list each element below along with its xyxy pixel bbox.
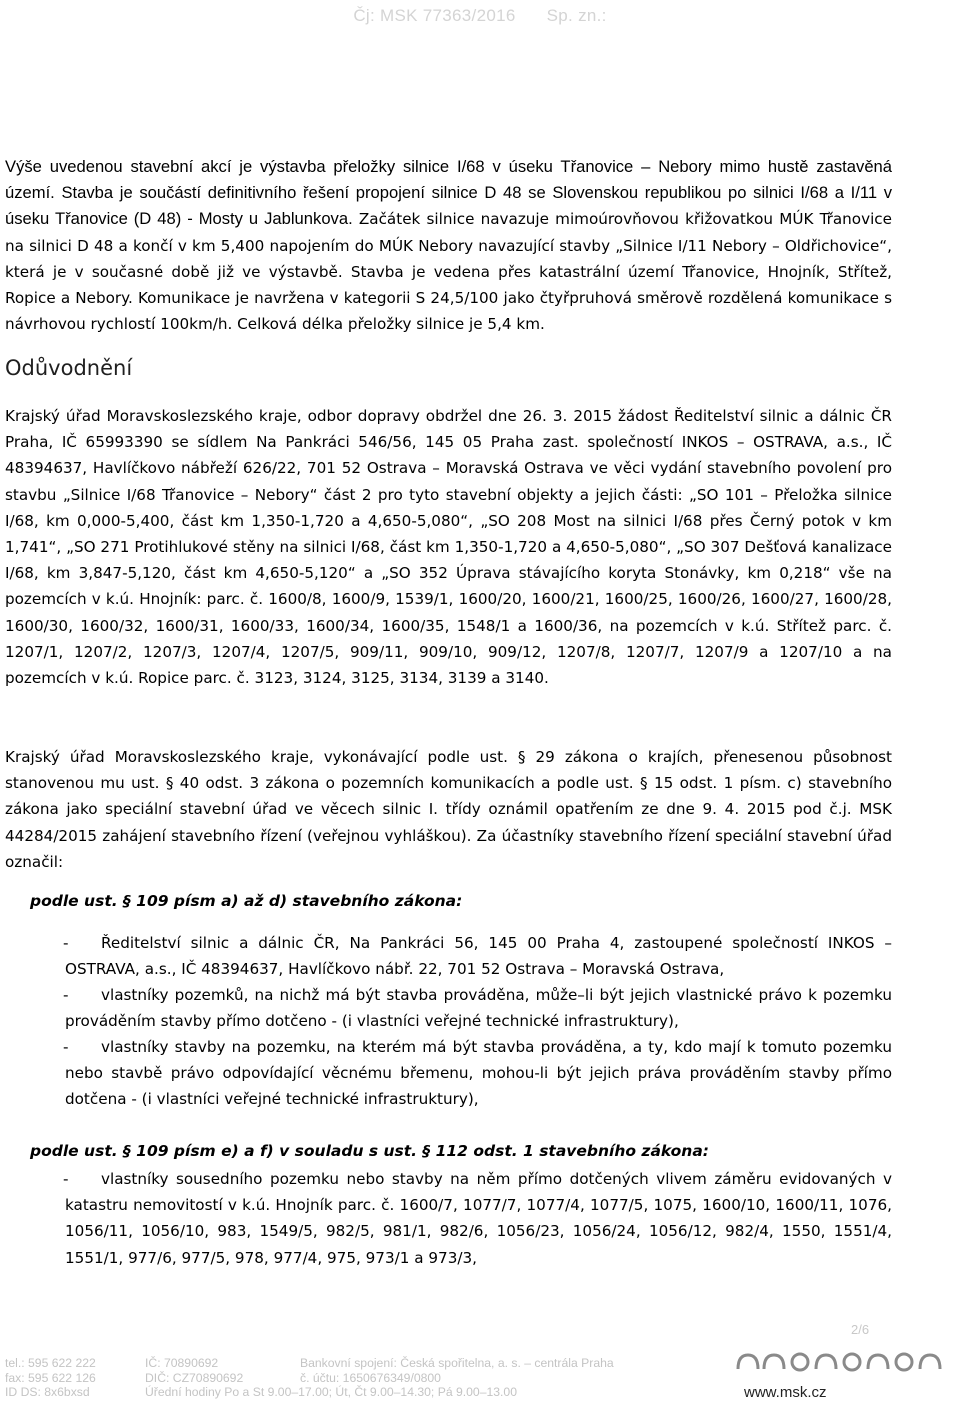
- list-item: [65, 930, 892, 982]
- region-logo-icon: [732, 1347, 954, 1377]
- footer-phone: tel.: 595 622 222: [5, 1356, 96, 1370]
- list-item-text: vlastníky pozemků, na nichž má být stavba prováděna, může–li být jejich vlastnické právo k pozemku prováděním stavby přímo dotčeno - (i vlastníci veřejné technické infrastruktury),: [65, 986, 892, 1031]
- dash-bullet: -: [63, 986, 69, 1004]
- dash-bullet: -: [63, 934, 69, 952]
- section1-title: podle ust. § 109 písm a) až d) stavebního zákona:: [30, 892, 463, 910]
- website-link[interactable]: www.msk.cz: [744, 1384, 827, 1401]
- intro-arial-text: Výše uvedenou stavební akcí je výstavba přeložky silnice I/68 v úseku Třanovice – Nebory mimo hustě zastavěná území. Stavba je součástí definitivního řešení propojení silnice D 48 se Slovenskou republikou po silnici I/68 a I/11 v úseku Třanovice (D 48) - Mosty u Jablunkova.: [5, 157, 892, 229]
- footer-office-hours: Úřední hodiny Po a St 9.00–17.00; Út, Čt 9.00–14.30; Pá 9.00–13.00: [145, 1385, 517, 1399]
- request-paragraph: Krajský úřad Moravskoslezského kraje, odbor dopravy obdržel dne 26. 3. 2015 žádost Ředitelství silnic a dálnic ČR Praha, IČ 65993390 se sídlem Na Pankráci 546/56, 145 05 Praha zast. společností INKOS – OSTRAVA, a.s., IČ 48394637, Havlíčkovo nábřeží 626/22, 701 52 Ostrava – Moravská Ostrava ve věci vydání stavebního povolení pro stavbu „Silnice I/68 Třanovice – Nebory“ část 2 pro tyto stavební objekty a jejich části: „SO 101 – Přeložka silnice I/68, km 0,000-5,400, část km 1,350-1,720 a 4,650-5,080“, „SO 208 Most na silnici I/68 přes Černý potok v km 1,741“, „SO 271 Protihlukové stěny na silnici I/68, část km 1,350-1,720 a 4,650-5,080“, „SO 307 Dešťová kanalizace I/68, km 3,847-5,120, část km 4,650-5,120“ a „SO 352 Úprava stávajícího koryta Stonávky, km 0,218“ vše na pozemcích v k.ú. Hnojník: parc. č. 1600/8, 1600/9, 1539/1, 1600/20, 1600/21, 1600/25, 1600/26, 1600/27, 1600/28, 1600/30, 1600/32, 1600/31, 1600/33, 1600/34, 1600/35, 1548/1 a 1600/36, na pozemcích v k.ú. Střítež parc. č. 1207/1, 1207/2, 1207/3, 1207/4, 1207/5, 909/11, 909/10, 909/12, 1207/8, 1207/7, 1207/9 a 1207/10 a na pozemcích v k.ú. Ropice parc. č. 3123, 3124, 3125, 3134, 3139 a 3140.: [5, 407, 892, 688]
- section2-title: podle ust. § 109 písm e) a f) v souladu s ust. § 112 odst. 1 stavebního zákona:: [30, 1142, 710, 1160]
- footer-account: č. účtu: 1650676349/0800: [300, 1370, 441, 1385]
- intro-rest-text: Začátek silnice navazuje mimoúrovňovou křižovatkou MÚK Třanovice na silnici D 48 a končí v km 5,400 napojením do MÚK Nebory navazující stavby „Silnice I/11 Nebory – Oldřichovice“, která je v současné době již ve výstavbě. Stavba je vedena přes katastrální území Třanovice, Hnojník, Střítež, Ropice a Nebory. Komunikace je navržena v kategorii S 24,5/100 jako čtyřpruhová směrově rozdělená komunikace s návrhovou rychlostí 100km/h. Celková délka přeložky silnice je 5,4 km.: [5, 210, 893, 334]
- footer-ico: IČ: 70890692: [145, 1356, 219, 1370]
- list-item-text: vlastníky stavby na pozemku, na kterém má být stavba prováděna, a ty, kdo mají k tomuto pozemku nebo stavbě právo odpovídající věcnému břemenu, mohou-li být jejich práva prováděním stavby přímo dotčena - (i vlastníci veřejné technické infrastruktury),: [65, 1038, 892, 1109]
- list-item: [65, 982, 892, 1034]
- list-item-text: vlastníky sousedního pozemku nebo stavby na něm přímo dotčených vlivem záměru evidovaných v katastru nemovitostí v k.ú. Hnojník parc. č. 1600/7, 1077/7, 1077/4, 1077/5, 1075, 1600/10, 1600/11, 1076, 1056/11, 1056/10, 983, 1549/5, 982/5, 981/1, 982/6, 1056/23, 1056/24, 1056/12, 982/4, 1550, 1551/4, 1551/1, 977/6, 977/5, 978, 977/4, 975, 973/1 a 973/3,: [65, 1170, 892, 1267]
- footer-contact: [5, 1356, 96, 1400]
- list-item: [65, 1034, 892, 1113]
- footer-dic: DIČ: CZ70890692: [145, 1370, 244, 1385]
- footer-bank: [300, 1356, 614, 1385]
- document-header: [0, 6, 960, 26]
- list-item-text: Ředitelství silnic a dálnic ČR, Na Pankráci 56, 145 00 Praha 4, zastoupené společností INKOS – OSTRAVA, a.s., IČ 48394637, Havlíčkovo nábř. 22, 701 52 Ostrava – Moravská Ostrava,: [65, 934, 892, 979]
- footer-bank-name: Bankovní spojení: Česká spořitelna, a. s. – centrála Praha: [300, 1356, 614, 1370]
- file-mark: Sp. zn.:: [546, 6, 607, 25]
- list-item: [65, 1166, 892, 1271]
- authority-paragraph: Krajský úřad Moravskoslezského kraje, vykonávající podle ust. § 29 zákona o krajích, přenesenou působnost stanovenou mu ust. § 40 odst. 3 zákona o pozemních komunikacích a podle ust. § 15 odst. 1 písm. c) stavebního zákona jako speciální stavební úřad ve věcech silnic I. třídy oznámil opatřením ze dne 9. 4. 2015 pod č.j. MSK 44284/2015 zahájení stavebního řízení (veřejnou vyhláškou). Za účastníky stavebního řízení speciální stavební úřad označil:: [5, 748, 892, 871]
- intro-paragraph: [5, 154, 892, 337]
- dash-bullet: -: [63, 1170, 69, 1188]
- dash-bullet: -: [63, 1038, 69, 1056]
- footer-databox: ID DS: 8x6bxsd: [5, 1385, 90, 1399]
- page-number: 2/6: [851, 1322, 870, 1337]
- section-heading: Odůvodnění: [5, 356, 133, 380]
- case-number: Čj: MSK 77363/2016: [353, 6, 516, 25]
- footer-fax: fax: 595 622 126: [5, 1370, 96, 1385]
